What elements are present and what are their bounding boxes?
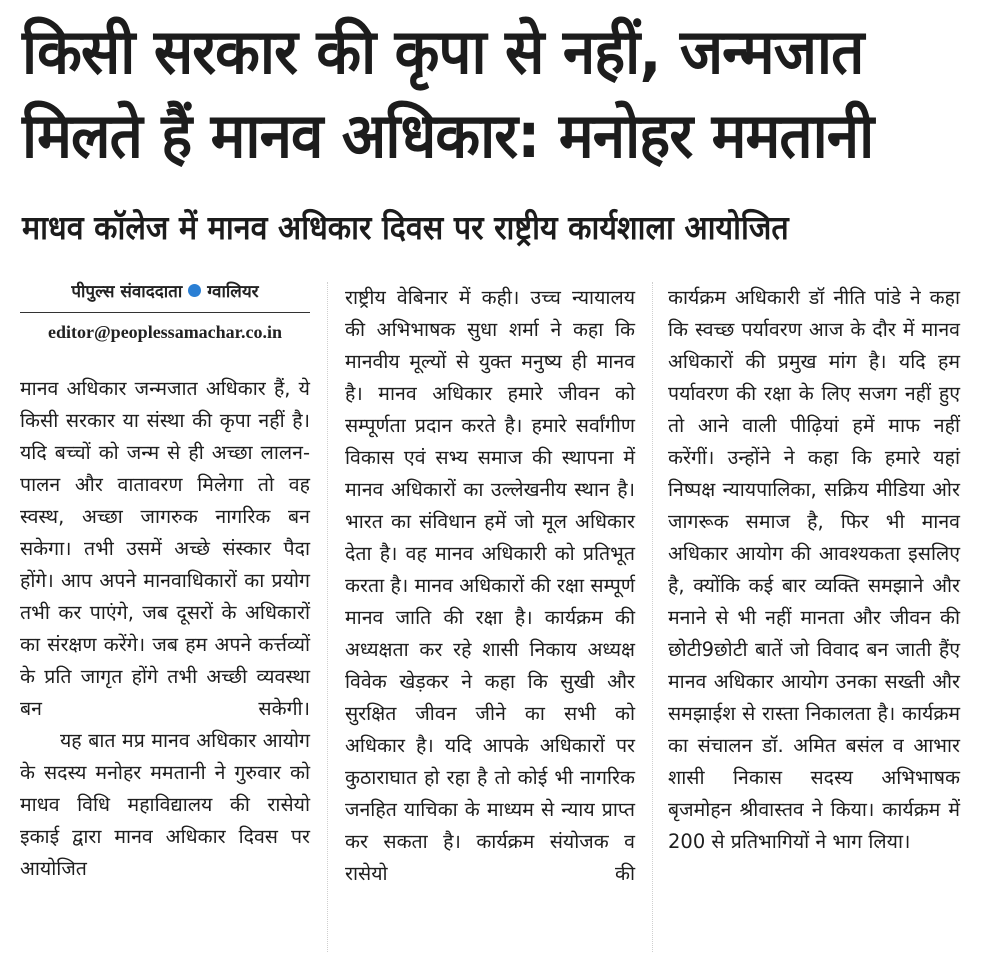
bullet-dot-icon: [188, 284, 201, 297]
byline: [20, 280, 310, 313]
headline: [22, 10, 924, 178]
column-divider: [652, 282, 653, 952]
article-column-1: [20, 373, 310, 885]
article-paragraph: यह बात मप्र मानव अधिकार आयोग के सदस्य मनोहर ममतानी ने गुरुवार को माधव विधि महाविद्यालय की रासेयो इकाई द्वारा मानव अधिकार दिवस पर आयोजित: [20, 729, 310, 880]
headline-line-1: किसी सरकार की कृपा से नहीं, जन्मजात: [22, 15, 864, 88]
byline-location: ग्वालियर: [207, 282, 259, 302]
subheadline: माधव कॉलेज में मानव अधिकार दिवस पर राष्ट्रीय कार्यशाला आयोजित: [22, 208, 789, 247]
column-divider: [327, 282, 328, 952]
headline-line-2: मिलते हैं मानव अधिकार: मनोहर ममतानी: [22, 99, 874, 172]
byline-reporter: पीपुल्स संवाददाता: [71, 282, 183, 302]
byline-email[interactable]: editor@peoplessamachar.co.in: [47, 322, 283, 342]
article-column-2: [345, 282, 635, 890]
article-paragraph: राष्ट्रीय वेबिनार में कही। उच्च न्यायालय की अभिभाषक सुधा शर्मा ने कहा कि मानवीय मूल्यों से युक्त मनुष्य ही मानव है। मानव अधिकार हमारे जीवन को सम्पूर्णता प्रदान करते है। हमारे सर्वांगीण विकास एवं सभ्य समाज की स्थापना में मानव अधिकारों का उल्लेखनीय स्थान है। भारत का संविधान हमें जो मूल अधिकार देता है। वह मानव अधिकारी को प्रतिभूत करता है। मानव अधिकारों की रक्षा सम्पूर्ण मानव जाति की रक्षा है। कार्यक्रम की अध्यक्षता कर रहे शासी निकाय अध्यक्ष विवेक खेड़कर ने कहा कि सुखी और सुरक्षित जीवन जीने का सभी को अधिकार है। यदि आपके अधिकारों पर कुठाराघात हो रहा है तो कोई भी नागरिक जनहित याचिका के माध्यम से न्याय प्राप्त कर सकता है। कार्यक्रम संयोजक व रासेयो की: [345, 286, 635, 885]
article-column-3: [668, 282, 960, 858]
article-paragraph: कार्यक्रम अधिकारी डॉ नीति पांडे ने कहा कि स्वच्छ पर्यावरण आज के दौर में मानव अधिकारों की प्रमुख मांग है। यदि हम पर्यावरण की रक्षा के लिए सजग नहीं हुए तो आने वाली पीढ़ियां हमें माफ नहीं करेंगीं। उन्होंने ने कहा कि हमारे यहां निष्पक्ष न्यायपालिका, सक्रिय मीडिया ओर जागरूक समाज है, फिर भी मानव अधिकार आयोग की आवश्यकता इसलिए है, क्योंकि कई बार व्यक्ति समझाने और मनाने से भी नहीं मानता और जीवन की छोटी9छोटी बातें जो विवाद बन जाती हैंए मानव अधिकार आयोग उनका सख्ती और समझाईश से रास्ता निकालता है। कार्यक्रम का संचालन डॉ. अमित बसंल व आभार शासी निकास सदस्य अभिभाषक बृजमोहन श्रीवास्तव ने किया। कार्यक्रम में 200 से प्रतिभागियों ने भाग लिया।: [668, 286, 960, 853]
article-paragraph: मानव अधिकार जन्मजात अधिकार हैं, ये किसी सरकार या संस्था की कृपा नहीं है। यदि बच्चों को जन्म से ही अच्छा लालन-पालन और वातावरण मिलेगा तो वह स्वस्थ, अच्छा जागरुक नागरिक बन सकेगा। तभी उसमें अच्छे संस्कार पैदा होंगे। आप अपने मानवाधिकारों का प्रयोग तभी कर पाएंगे, जब दूसरों के अधिकारों का संरक्षण करेंगे। जब हम अपने कर्त्तव्यों के प्रति जागृत होंगे तभी अच्छी व्यवस्था बन सकेगी।: [20, 377, 310, 720]
